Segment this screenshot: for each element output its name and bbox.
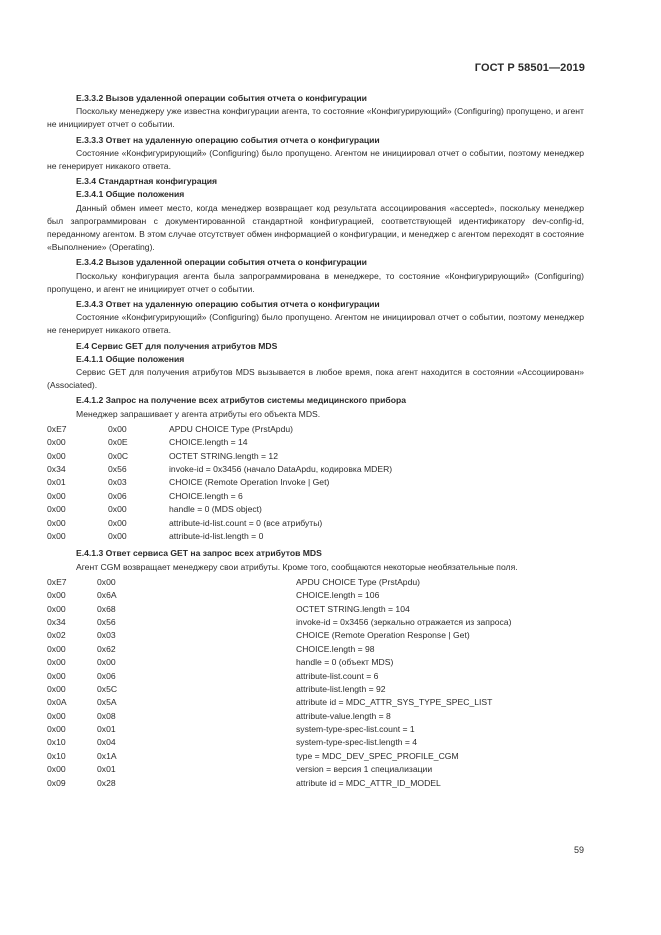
byte-low: 0x00 <box>108 504 127 515</box>
section-heading: E.4.1.2 Запрос на получение всех атрибутов системы медицинского прибора <box>76 395 407 406</box>
byte-description: type = MDC_DEV_SPEC_PROFILE_CGM <box>296 750 459 761</box>
byte-high: 0x09 <box>47 777 66 788</box>
byte-high: 0x00 <box>47 657 66 668</box>
byte-description: invoke-id = 0x3456 (начало DataApdu, кодировка MDER) <box>169 464 393 475</box>
byte-row <box>47 603 584 616</box>
byte-high: 0x00 <box>47 710 66 721</box>
section-heading: E.3.4 Стандартная конфигурация <box>76 176 218 187</box>
byte-row <box>47 777 584 790</box>
byte-row <box>47 530 584 543</box>
byte-row <box>47 629 584 642</box>
byte-low: 0x56 <box>97 616 116 627</box>
byte-low: 0x5A <box>97 697 117 708</box>
byte-low: 0x68 <box>97 603 116 614</box>
byte-row <box>47 436 584 449</box>
byte-row <box>47 490 584 503</box>
byte-high: 0x00 <box>47 683 66 694</box>
byte-description: CHOICE (Remote Operation Response | Get) <box>296 630 470 641</box>
section-heading: E.4.1.1 Общие положения <box>76 353 185 364</box>
byte-low: 0x00 <box>108 517 127 528</box>
byte-high: 0x34 <box>47 616 66 627</box>
byte-low: 0x06 <box>97 670 116 681</box>
byte-description: invoke-id = 0x3456 (зеркально отражается из запроса) <box>296 616 512 627</box>
byte-low: 0x06 <box>108 490 127 501</box>
byte-high: 0x02 <box>47 630 66 641</box>
byte-low: 0x01 <box>97 764 116 775</box>
byte-description: attribute-list.count = 6 <box>296 670 379 681</box>
byte-high: 0x00 <box>47 450 66 461</box>
byte-high: 0x00 <box>47 531 66 541</box>
byte-description: OCTET STRING.length = 104 <box>296 603 410 614</box>
byte-description: attribute-id-list.count = 0 (все атрибуты) <box>169 517 323 528</box>
byte-high: 0xE7 <box>47 423 67 434</box>
byte-row <box>47 463 584 476</box>
byte-high: 0x00 <box>47 670 66 681</box>
byte-description: APDU CHOICE Type (PrstApdu) <box>169 423 294 434</box>
byte-low: 0x08 <box>97 710 116 721</box>
byte-row <box>47 763 584 776</box>
byte-description: system-type-spec-list.count = 1 <box>296 724 415 735</box>
byte-low: 0x01 <box>97 724 116 735</box>
byte-row <box>47 656 584 669</box>
byte-high: 0x01 <box>47 477 66 488</box>
byte-listing <box>47 423 584 544</box>
byte-high: 0x00 <box>47 603 66 614</box>
paragraph: Данный обмен имеет место, когда менеджер возвращает код результата ассоциирования «accepted», поскольку менеджер был запрограммирован с документированной стандартной конфигурацией, соответствующей идентификатору dev-config-id, переданному агентом. В этом случае отсутствует обмен информацией о конфигурации, и менеджер с агентом переходят в состояние «Выполнение» (Operating). <box>47 202 584 253</box>
byte-low: 0x62 <box>97 643 116 654</box>
byte-row <box>47 750 584 763</box>
byte-row <box>47 476 584 489</box>
section-heading: E.3.3.2 Вызов удаленной операции события отчета о конфигурации <box>76 93 367 103</box>
byte-low: 0x0C <box>108 450 129 461</box>
byte-low: 0x00 <box>108 423 127 434</box>
byte-low: 0x00 <box>97 657 116 668</box>
byte-description: attribute-value.length = 8 <box>296 710 391 721</box>
byte-low: 0x1A <box>97 750 117 761</box>
byte-description: version = версия 1 специализации <box>296 764 433 775</box>
paragraph: Менеджер запрашивает у агента атрибуты его объекта MDS. <box>76 408 321 419</box>
section-heading: E.4.1.3 Ответ сервиса GET на запрос всех атрибутов MDS <box>76 548 322 559</box>
byte-row <box>47 517 584 530</box>
paragraph: Агент CGM возвращает менеджеру свои атрибуты. Кроме того, сообщаются некоторые необязательные поля. <box>76 561 518 572</box>
byte-high: 0x10 <box>47 737 66 748</box>
byte-low: 0x56 <box>108 464 127 475</box>
byte-description: OCTET STRING.length = 12 <box>169 450 278 461</box>
byte-high: 0x00 <box>47 517 66 528</box>
byte-row <box>47 670 584 683</box>
paragraph: Состояние «Конфигурирующий» (Configuring) было пропущено. Агентом не инициировал отчет о событии, поэтому менеджер не генерирует никакого ответа. <box>47 312 584 336</box>
byte-description: handle = 0 (объект MDS) <box>296 657 394 668</box>
byte-row <box>47 576 584 589</box>
byte-low: 0x00 <box>97 576 116 587</box>
byte-description: attribute id = MDC_ATTR_ID_MODEL <box>296 777 441 788</box>
document-body <box>47 92 584 794</box>
byte-low: 0x6A <box>97 590 117 601</box>
byte-high: 0x34 <box>47 464 66 475</box>
byte-description: system-type-spec-list.length = 4 <box>296 737 418 748</box>
byte-low: 0x0E <box>108 437 128 448</box>
byte-high: 0x00 <box>47 590 66 601</box>
byte-description: CHOICE.length = 14 <box>169 437 248 448</box>
byte-high: 0x00 <box>47 490 66 501</box>
byte-high: 0x10 <box>47 750 66 761</box>
byte-description: attribute-id-list.length = 0 <box>169 531 264 541</box>
byte-row <box>47 643 584 656</box>
byte-description: handle = 0 (MDS object) <box>169 504 262 515</box>
byte-description: APDU CHOICE Type (PrstApdu) <box>296 576 421 587</box>
section-heading: E.3.3.3 Ответ на удаленную операцию события отчета о конфигурации <box>76 134 380 145</box>
paragraph: Поскольку конфигурация агента была запрограммирована в менеджере, то состояние «Конфигурирующий» (Configuring) пропущено, и агент не инициирует отчет о событии. <box>47 270 584 294</box>
byte-row <box>47 423 584 436</box>
byte-description: attribute-list.length = 92 <box>296 683 386 694</box>
byte-low: 0x03 <box>97 630 116 641</box>
section-heading: E.3.4.1 Общие положения <box>76 189 185 200</box>
paragraph: Поскольку менеджеру уже известна конфигурации агента, то состояние «Конфигурирующий» (Configuring) пропущено, и агент не инициирует отчет о событии. <box>47 106 584 130</box>
byte-row <box>47 589 584 602</box>
byte-row <box>47 736 584 749</box>
section-heading: E.3.4.2 Вызов удаленной операции события отчета о конфигурации <box>76 257 367 268</box>
byte-high: 0xE7 <box>47 576 67 587</box>
byte-high: 0x00 <box>47 504 66 515</box>
byte-row <box>47 710 584 723</box>
byte-high: 0x00 <box>47 643 66 654</box>
byte-description: CHOICE.length = 6 <box>169 490 243 501</box>
document-header: ГОСТ Р 58501—2019 <box>474 62 585 74</box>
byte-low: 0x00 <box>108 531 127 541</box>
section-heading: E.3.4.3 Ответ на удаленную операцию события отчета о конфигурации <box>76 299 380 310</box>
paragraph: Состояние «Конфигурирующий» (Configuring) было пропущено. Агентом не инициировал отчет о событии, поэтому менеджер не генерирует никакого ответа. <box>47 147 584 172</box>
byte-low: 0x5C <box>97 683 118 694</box>
byte-low: 0x28 <box>97 777 116 788</box>
byte-low: 0x03 <box>108 477 127 488</box>
section-heading: E.4 Сервис GET для получения атрибутов MDS <box>76 340 278 351</box>
byte-description: attribute id = MDC_ATTR_SYS_TYPE_SPEC_LIST <box>296 697 493 708</box>
byte-high: 0x00 <box>47 437 66 448</box>
byte-row <box>47 723 584 736</box>
byte-high: 0x0A <box>47 697 67 708</box>
byte-row <box>47 503 584 516</box>
byte-row <box>47 450 584 463</box>
byte-row <box>47 696 584 709</box>
byte-description: CHOICE.length = 98 <box>296 643 375 654</box>
byte-description: CHOICE (Remote Operation Invoke | Get) <box>169 477 330 488</box>
paragraph: Сервис GET для получения атрибутов MDS вызывается в любое время, пока агент находится в состоянии «Ассоциирован» (Associated). <box>47 367 584 391</box>
byte-high: 0x00 <box>47 764 66 775</box>
page-number: 59 <box>573 845 584 855</box>
byte-high: 0x00 <box>47 724 66 735</box>
byte-row <box>47 616 584 629</box>
byte-listing <box>47 576 584 790</box>
byte-low: 0x04 <box>97 737 116 748</box>
byte-description: CHOICE.length = 106 <box>296 590 380 601</box>
byte-row <box>47 683 584 696</box>
